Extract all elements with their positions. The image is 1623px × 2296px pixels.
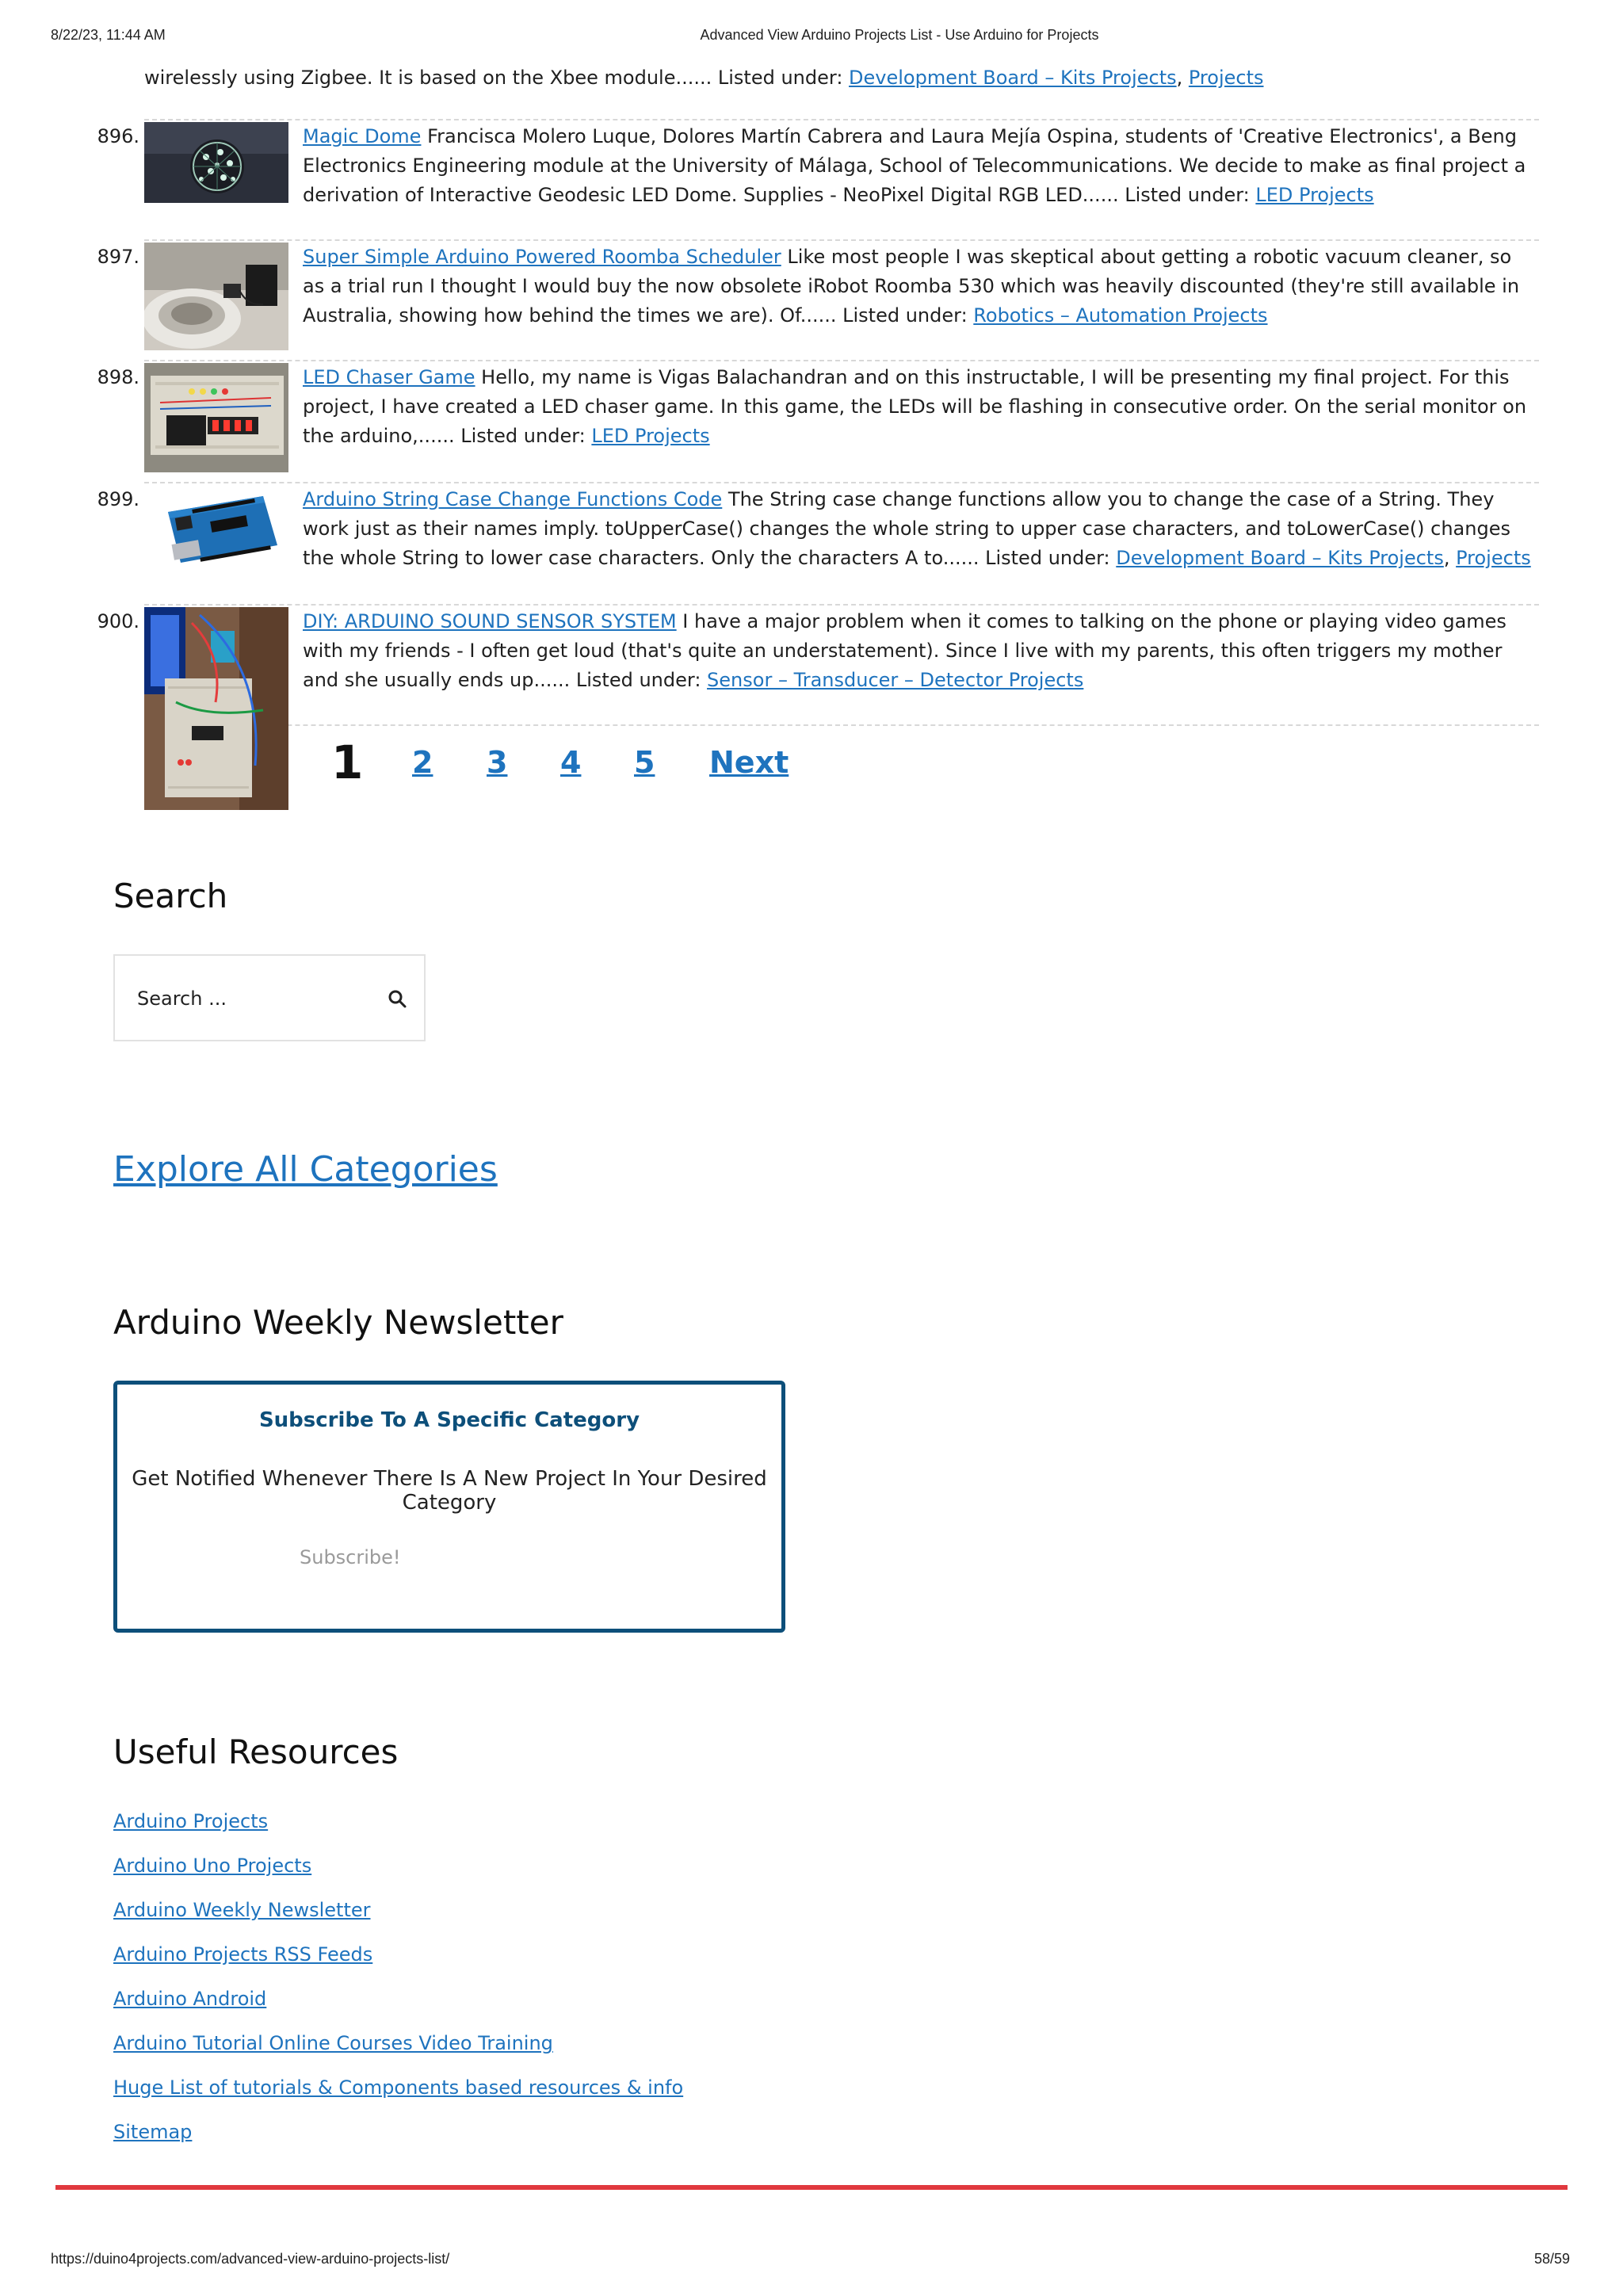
entry-divider [144, 604, 1539, 606]
list-item [113, 2073, 683, 2118]
category-link[interactable]: Robotics – Automation Projects [973, 304, 1268, 327]
page-link-5[interactable]: 5 [634, 745, 655, 780]
resources-list [113, 1807, 683, 2162]
print-page-title: Advanced View Arduino Projects List - Use Arduino for Projects [700, 27, 1099, 43]
project-summary: The String case change functions allow you to change the case of a String. They work just as their names imply. toUpperCase() changes the whole string to upper case characters, and toLowerCase() changes the whole String to lower case characters. Only the characters A to...... Listed under: [303, 488, 1510, 569]
resource-link[interactable]: Arduino Uno Projects [113, 1855, 312, 1877]
category-link[interactable]: LED Projects [591, 425, 710, 447]
entry-divider [144, 482, 1539, 483]
project-thumbnail[interactable] [144, 363, 288, 472]
resource-link[interactable]: Arduino Weekly Newsletter [113, 1899, 371, 1921]
category-link[interactable]: Sensor – Transducer – Detector Projects [707, 669, 1084, 691]
print-page-number: 58/59 [1534, 2251, 1571, 2267]
project-title-link[interactable]: DIY: ARDUINO SOUND SENSOR SYSTEM [303, 610, 677, 632]
item-description [303, 122, 1539, 210]
footer-divider [55, 2185, 1568, 2190]
list-item [113, 1940, 683, 1985]
project-title-link[interactable]: LED Chaser Game [303, 366, 475, 388]
category-link[interactable]: Projects [1456, 547, 1531, 569]
project-thumbnail[interactable] [144, 122, 288, 203]
newsletter-box-text: Get Notified Whenever There Is A New Project In Your Desired Category [132, 1467, 767, 1515]
search-input[interactable] [136, 983, 342, 1014]
resource-link[interactable]: Arduino Projects [113, 1810, 269, 1832]
category-link[interactable]: Development Board – Kits Projects [1116, 547, 1444, 569]
category-link[interactable]: Development Board – Kits Projects [849, 67, 1177, 89]
category-separator: , [1176, 67, 1189, 89]
item-number: 896. [97, 125, 139, 147]
entry-divider [144, 239, 1539, 241]
previous-entry-continuation [144, 63, 1539, 93]
item-number: 900. [97, 610, 139, 632]
newsletter-heading: Arduino Weekly Newsletter [113, 1303, 563, 1342]
search-icon[interactable] [384, 986, 411, 1013]
list-item [113, 1896, 683, 1940]
resource-link[interactable]: Arduino Android [113, 1988, 267, 2010]
page-link-3[interactable]: 3 [487, 745, 508, 780]
project-thumbnail[interactable] [144, 243, 288, 350]
resource-link[interactable]: Arduino Projects RSS Feeds [113, 1943, 373, 1966]
project-summary: Francisca Molero Luque, Dolores Martín Cabrera and Laura Mejía Ospina, students of 'Creative Electronics', a Beng Electronics Engineering module at the University of Málaga, School of Telecommunications. We decide to make as final project a derivation of Interactive Geodesic LED Dome. Supplies - NeoPixel Digital RGB LED...... Listed under: [303, 125, 1526, 206]
list-item [113, 1807, 683, 1851]
category-link[interactable]: LED Projects [1255, 184, 1374, 206]
category-link[interactable]: Projects [1188, 67, 1264, 89]
project-title-link[interactable]: Super Simple Arduino Powered Roomba Scheduler [303, 246, 781, 268]
item-description [303, 607, 1539, 695]
print-datetime: 8/22/23, 11:44 AM [51, 27, 166, 43]
current-page: 1 [331, 735, 364, 789]
list-item [113, 2118, 683, 2162]
project-summary: Hello, my name is Vigas Balachandran and on this instructable, I will be presenting my final project. For this project, I have created a LED chaser game. In this game, the LEDs will be flashing in consecutive order. On the serial monitor on the arduino,...... Listed under: [303, 366, 1527, 447]
entry-divider [144, 360, 1539, 361]
page-link-4[interactable]: 4 [560, 745, 582, 780]
project-title-link[interactable]: Arduino String Case Change Functions Code [303, 488, 723, 510]
item-description [303, 485, 1539, 573]
newsletter-subscribe-box [113, 1381, 785, 1633]
resources-heading: Useful Resources [113, 1733, 399, 1771]
explore-all-categories-link[interactable]: Explore All Categories [113, 1149, 498, 1190]
category-separator: , [1443, 547, 1457, 569]
resource-link[interactable]: Arduino Tutorial Online Courses Video Training [113, 2032, 553, 2054]
resource-link[interactable]: Sitemap [113, 2121, 193, 2143]
project-title-link[interactable]: Magic Dome [303, 125, 422, 147]
project-thumbnail[interactable] [144, 607, 288, 810]
item-description [303, 243, 1539, 330]
project-summary: I have a major problem when it comes to talking on the phone or playing video games with my friends - I often get loud (that's quite an understatement). Since I live with my parents, this often triggers my mother and she usually ends up...... Listed under: [303, 610, 1507, 691]
list-item [113, 1985, 683, 2029]
continuation-text: wirelessly using Zigbee. It is based on the Xbee module...... Listed under: [144, 67, 850, 89]
item-number: 897. [97, 246, 139, 268]
subscribe-button[interactable]: Subscribe! [300, 1546, 401, 1568]
item-number: 899. [97, 488, 139, 510]
item-description [303, 363, 1539, 451]
newsletter-box-title: Subscribe To A Specific Category [258, 1408, 640, 1432]
search-form [113, 954, 426, 1041]
item-number: 898. [97, 366, 139, 388]
list-item [113, 2029, 683, 2073]
resource-link[interactable]: Huge List of tutorials & Components based resources & info [113, 2076, 684, 2099]
print-url: https://duino4projects.com/advanced-view-arduino-projects-list/ [51, 2251, 450, 2267]
entry-divider [144, 119, 1539, 120]
project-summary: Like most people I was skeptical about getting a robotic vacuum cleaner, so as a trial run I thought I would buy the now obsolete iRobot Roomba 530 which was heavily discounted (they're still available in Australia, showing how behind the times we are). Of...... Listed under: [303, 246, 1520, 327]
list-item [113, 1851, 683, 1896]
project-thumbnail[interactable] [144, 485, 288, 580]
page-link-2[interactable]: 2 [412, 745, 433, 780]
next-page-link[interactable]: Next [709, 745, 789, 780]
search-heading: Search [113, 877, 228, 915]
entry-divider [144, 724, 1539, 726]
